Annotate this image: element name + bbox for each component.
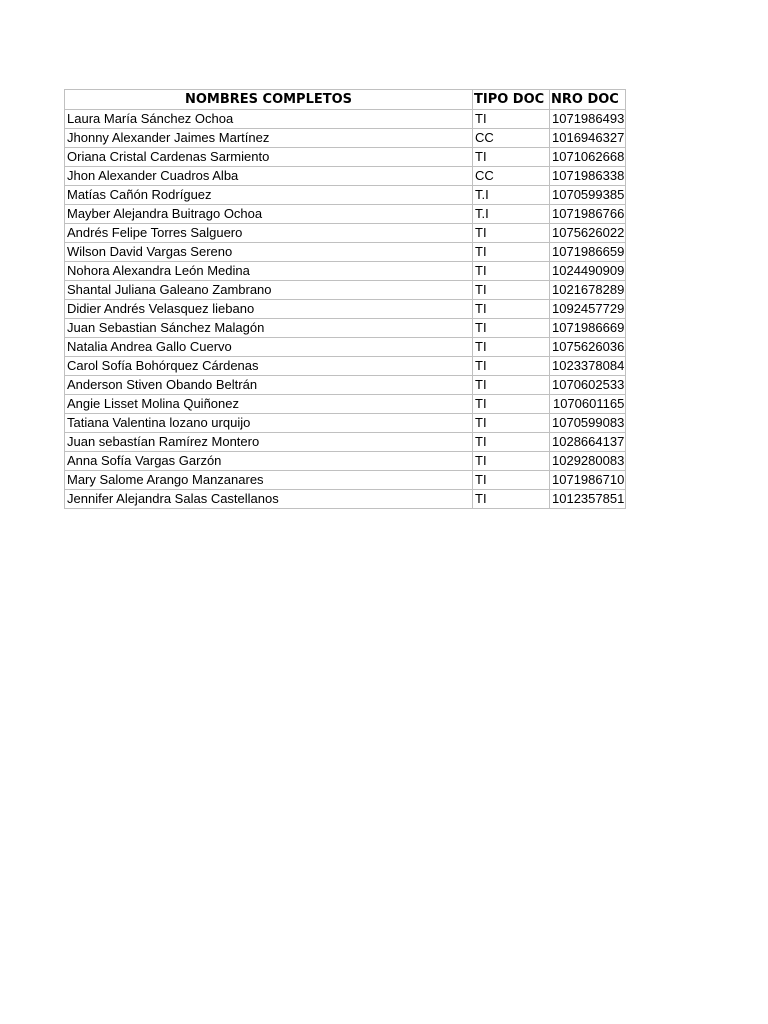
header-row	[65, 90, 626, 110]
table-row	[65, 414, 626, 433]
table-row	[65, 357, 626, 376]
cell-tipo-doc: TI	[473, 395, 550, 414]
cell-nro-doc: 1070602533	[550, 376, 626, 395]
cell-nro-doc: 1075626036	[550, 338, 626, 357]
cell-tipo-doc: TI	[473, 414, 550, 433]
cell-tipo-doc: TI	[473, 281, 550, 300]
cell-nro-doc: 1028664137	[550, 433, 626, 452]
cell-nro-doc: 1070599385	[550, 186, 626, 205]
cell-nro-doc: 1021678289	[550, 281, 626, 300]
cell-nro-doc: 1070601165	[550, 395, 626, 414]
cell-tipo-doc: TI	[473, 433, 550, 452]
cell-nro-doc: 1071986493	[550, 110, 626, 129]
table-row	[65, 167, 626, 186]
cell-tipo-doc: TI	[473, 224, 550, 243]
cell-nombre: Carol Sofía Bohórquez Cárdenas	[65, 357, 473, 376]
header-tipo-doc: TIPO DOC	[473, 90, 550, 110]
cell-nombre: Jhonny Alexander Jaimes Martínez	[65, 129, 473, 148]
cell-nombre: Oriana Cristal Cardenas Sarmiento	[65, 148, 473, 167]
table-row	[65, 376, 626, 395]
cell-tipo-doc: TI	[473, 357, 550, 376]
cell-nombre: Natalia Andrea Gallo Cuervo	[65, 338, 473, 357]
table-row	[65, 205, 626, 224]
table-row	[65, 452, 626, 471]
table-body	[65, 110, 626, 509]
cell-tipo-doc: TI	[473, 376, 550, 395]
cell-nro-doc: 1024490909	[550, 262, 626, 281]
table-row	[65, 319, 626, 338]
cell-tipo-doc: TI	[473, 148, 550, 167]
cell-nro-doc: 1029280083	[550, 452, 626, 471]
cell-nombre: Jhon Alexander Cuadros Alba	[65, 167, 473, 186]
table-row	[65, 471, 626, 490]
cell-tipo-doc: CC	[473, 167, 550, 186]
table-row	[65, 243, 626, 262]
cell-tipo-doc: TI	[473, 300, 550, 319]
table-row	[65, 300, 626, 319]
cell-nro-doc: 1071986766	[550, 205, 626, 224]
cell-nro-doc: 1071986669	[550, 319, 626, 338]
cell-nombre: Jennifer Alejandra Salas Castellanos	[65, 490, 473, 509]
spreadsheet-page	[64, 89, 626, 509]
cell-nro-doc: 1071986338	[550, 167, 626, 186]
cell-nombre: Wilson David Vargas Sereno	[65, 243, 473, 262]
table-row	[65, 110, 626, 129]
cell-nombre: Anna Sofía Vargas Garzón	[65, 452, 473, 471]
cell-nombre: Nohora Alexandra León Medina	[65, 262, 473, 281]
cell-nombre: Anderson Stiven Obando Beltrán	[65, 376, 473, 395]
cell-nro-doc: 1092457729	[550, 300, 626, 319]
cell-tipo-doc: TI	[473, 471, 550, 490]
table-row	[65, 224, 626, 243]
cell-nombre: Matías Cañón Rodríguez	[65, 186, 473, 205]
table-row	[65, 186, 626, 205]
cell-nro-doc: 1071062668	[550, 148, 626, 167]
cell-nombre: Tatiana Valentina lozano urquijo	[65, 414, 473, 433]
cell-nro-doc: 1075626022	[550, 224, 626, 243]
cell-tipo-doc: T.I	[473, 186, 550, 205]
student-table	[64, 89, 626, 509]
header-nombres-completos: NOMBRES COMPLETOS	[65, 90, 473, 110]
header-nro-doc: NRO DOC	[550, 90, 626, 110]
cell-nro-doc: 1071986659	[550, 243, 626, 262]
table-row	[65, 281, 626, 300]
cell-nombre: Didier Andrés Velasquez liebano	[65, 300, 473, 319]
table-row	[65, 262, 626, 281]
cell-nombre: Andrés Felipe Torres Salguero	[65, 224, 473, 243]
table-row	[65, 433, 626, 452]
table-row	[65, 148, 626, 167]
cell-nro-doc: 1012357851	[550, 490, 626, 509]
cell-nro-doc: 1070599083	[550, 414, 626, 433]
table-row	[65, 490, 626, 509]
cell-nombre: Juan Sebastian Sánchez Malagón	[65, 319, 473, 338]
cell-tipo-doc: TI	[473, 243, 550, 262]
cell-tipo-doc: TI	[473, 452, 550, 471]
table-row	[65, 338, 626, 357]
cell-tipo-doc: T.I	[473, 205, 550, 224]
cell-nro-doc: 1023378084	[550, 357, 626, 376]
cell-nombre: Shantal Juliana Galeano Zambrano	[65, 281, 473, 300]
cell-tipo-doc: TI	[473, 319, 550, 338]
table-row	[65, 395, 626, 414]
cell-nro-doc: 1016946327	[550, 129, 626, 148]
cell-tipo-doc: TI	[473, 490, 550, 509]
cell-nombre: Mayber Alejandra Buitrago Ochoa	[65, 205, 473, 224]
cell-nombre: Mary Salome Arango Manzanares	[65, 471, 473, 490]
cell-tipo-doc: TI	[473, 338, 550, 357]
table-row	[65, 129, 626, 148]
cell-nombre: Laura María Sánchez Ochoa	[65, 110, 473, 129]
cell-tipo-doc: CC	[473, 129, 550, 148]
cell-tipo-doc: TI	[473, 262, 550, 281]
cell-nombre: Juan sebastían Ramírez Montero	[65, 433, 473, 452]
cell-tipo-doc: TI	[473, 110, 550, 129]
cell-nro-doc: 1071986710	[550, 471, 626, 490]
cell-nombre: Angie Lisset Molina Quiñonez	[65, 395, 473, 414]
